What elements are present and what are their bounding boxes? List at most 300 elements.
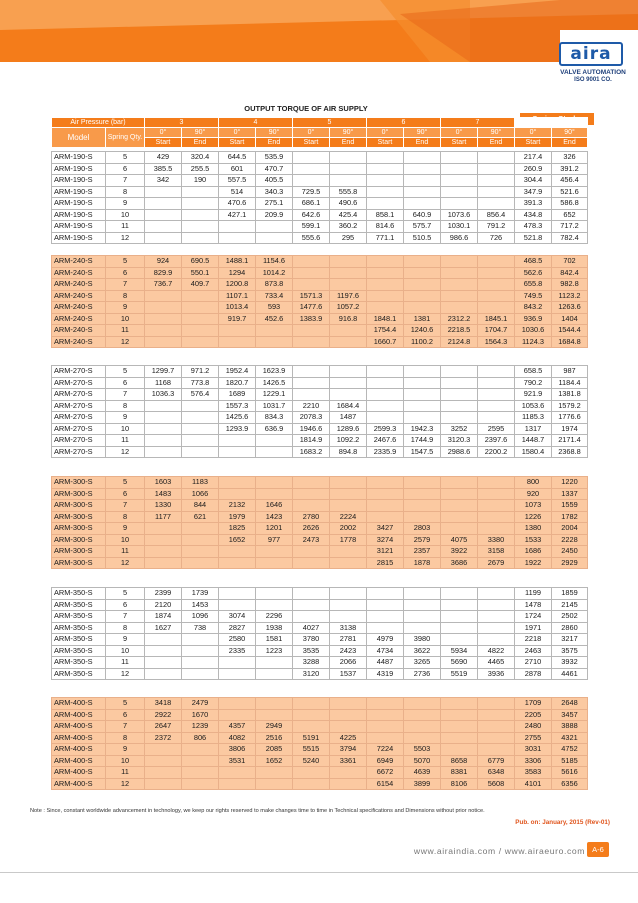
torque-cell	[219, 599, 256, 611]
torque-cell: 782.4	[552, 232, 588, 244]
spring-qty-cell: 7	[106, 389, 145, 401]
torque-cell	[367, 721, 404, 733]
deg0: 0°	[219, 128, 256, 138]
torque-cell: 1317	[515, 423, 552, 435]
torque-cell: 391.2	[552, 163, 588, 175]
torque-cell: 5515	[293, 744, 330, 756]
torque-cell: 2473	[293, 534, 330, 546]
torque-cell: 1660.7	[367, 336, 404, 348]
torque-cell: 842.4	[552, 267, 588, 279]
torque-cell	[441, 523, 478, 535]
torque-cell: 2085	[256, 744, 293, 756]
pressure-4: 4	[219, 118, 293, 128]
torque-cell: 514	[219, 186, 256, 198]
torque-cell	[145, 290, 182, 302]
model-cell: ARM-190-S	[52, 209, 106, 221]
torque-cell	[219, 221, 256, 233]
torque-cell: 295	[330, 232, 367, 244]
torque-cell	[404, 500, 441, 512]
torque-cell: 2467.6	[367, 435, 404, 447]
model-group-table	[51, 365, 588, 458]
torque-cell	[404, 698, 441, 710]
torque-cell	[256, 557, 293, 569]
torque-cell: 2224	[330, 511, 367, 523]
torque-cell: 791.2	[478, 221, 515, 233]
torque-cell: 3899	[404, 778, 441, 790]
torque-cell: 8106	[441, 778, 478, 790]
deg0: 0°	[367, 128, 404, 138]
model-cell: ARM-400-S	[52, 767, 106, 779]
torque-cell	[182, 423, 219, 435]
torque-cell	[145, 778, 182, 790]
torque-cell: 1053.6	[515, 400, 552, 412]
torque-cell	[145, 412, 182, 424]
torque-cell	[256, 325, 293, 337]
torque-cell	[145, 668, 182, 680]
torque-cell: 1848.1	[367, 313, 404, 325]
torque-cell: 2580	[219, 634, 256, 646]
deg0: 0°	[441, 128, 478, 138]
torque-cell: 2078.3	[293, 412, 330, 424]
model-cell: ARM-350-S	[52, 668, 106, 680]
model-group-table	[51, 587, 588, 680]
torque-cell	[441, 186, 478, 198]
torque-cell: 190	[182, 175, 219, 187]
torque-cell: 2357	[404, 546, 441, 558]
torque-cell	[441, 400, 478, 412]
spring-qty-cell: 10	[106, 755, 145, 767]
torque-cell	[293, 698, 330, 710]
table-row	[52, 366, 588, 378]
spring-qty-cell: 9	[106, 412, 145, 424]
torque-cell: 3575	[552, 645, 588, 657]
torque-cell	[330, 611, 367, 623]
torque-cell	[256, 336, 293, 348]
torque-cell	[330, 175, 367, 187]
torque-cell	[404, 721, 441, 733]
model-cell: ARM-240-S	[52, 325, 106, 337]
torque-cell: 521.8	[515, 232, 552, 244]
torque-cell: 658.5	[515, 366, 552, 378]
torque-cell	[145, 209, 182, 221]
table-row	[52, 657, 588, 669]
torque-cell: 217.4	[515, 152, 552, 164]
torque-cell: 360.2	[330, 221, 367, 233]
spring-qty-cell: 11	[106, 221, 145, 233]
torque-cell	[367, 622, 404, 634]
torque-cell	[478, 279, 515, 291]
torque-cell: 936.9	[515, 313, 552, 325]
torque-cell: 1979	[219, 511, 256, 523]
torque-cell	[404, 511, 441, 523]
torque-cell: 4979	[367, 634, 404, 646]
table-row	[52, 267, 588, 279]
torque-cell	[367, 698, 404, 710]
model-cell: ARM-270-S	[52, 423, 106, 435]
torque-cell	[219, 477, 256, 489]
model-cell: ARM-240-S	[52, 336, 106, 348]
torque-cell: 1107.1	[219, 290, 256, 302]
model-cell: ARM-400-S	[52, 755, 106, 767]
torque-cell: 5690	[441, 657, 478, 669]
torque-cell	[182, 755, 219, 767]
torque-cell: 1448.7	[515, 435, 552, 447]
model-cell: ARM-300-S	[52, 477, 106, 489]
torque-cell: 5070	[404, 755, 441, 767]
torque-cell	[330, 163, 367, 175]
model-cell: ARM-190-S	[52, 186, 106, 198]
torque-cell: 1337	[552, 488, 588, 500]
torque-cell: 986.6	[441, 232, 478, 244]
model-cell: ARM-300-S	[52, 534, 106, 546]
torque-cell	[441, 721, 478, 733]
torque-cell: 3252	[441, 423, 478, 435]
torque-cell: 3361	[330, 755, 367, 767]
torque-cell: 1425.6	[219, 412, 256, 424]
torque-cell: 2423	[330, 645, 367, 657]
torque-cell	[293, 767, 330, 779]
spring-qty-cell: 8	[106, 511, 145, 523]
torque-cell: 1487	[330, 412, 367, 424]
torque-cell: 1488.1	[219, 256, 256, 268]
torque-cell: 1579.2	[552, 400, 588, 412]
torque-cell	[256, 232, 293, 244]
torque-cell	[404, 389, 441, 401]
torque-cell: 916.8	[330, 313, 367, 325]
torque-cell	[367, 302, 404, 314]
end-header: End	[552, 138, 588, 148]
model-cell: ARM-300-S	[52, 523, 106, 535]
torque-cell: 1754.4	[367, 325, 404, 337]
spring-qty-cell: 9	[106, 634, 145, 646]
torque-cell	[478, 377, 515, 389]
torque-cell: 1201	[256, 523, 293, 535]
table-row	[52, 744, 588, 756]
table-row	[52, 152, 588, 164]
torque-cell	[145, 446, 182, 458]
table-row	[52, 423, 588, 435]
torque-cell: 2066	[330, 657, 367, 669]
torque-cell	[145, 634, 182, 646]
torque-cell	[404, 611, 441, 623]
torque-cell	[478, 622, 515, 634]
torque-cell	[256, 709, 293, 721]
table-row	[52, 412, 588, 424]
table-row	[52, 198, 588, 210]
torque-cell	[478, 400, 515, 412]
torque-cell: 3306	[515, 755, 552, 767]
aira-logo: aira	[559, 42, 623, 66]
torque-cell	[404, 290, 441, 302]
torque-cell: 2124.8	[441, 336, 478, 348]
torque-cell	[404, 175, 441, 187]
torque-cell	[367, 500, 404, 512]
table-row	[52, 611, 588, 623]
spring-qty-cell: 12	[106, 336, 145, 348]
torque-cell: 1381.8	[552, 389, 588, 401]
torque-cell: 1381	[404, 313, 441, 325]
torque-cell: 1289.6	[330, 423, 367, 435]
torque-cell: 829.9	[145, 267, 182, 279]
torque-cell	[404, 732, 441, 744]
torque-cell: 733.4	[256, 290, 293, 302]
torque-cell: 1820.7	[219, 377, 256, 389]
torque-cell: 562.6	[515, 267, 552, 279]
model-cell: ARM-350-S	[52, 611, 106, 623]
torque-cell	[441, 477, 478, 489]
torque-cell	[404, 256, 441, 268]
model-cell: ARM-240-S	[52, 290, 106, 302]
torque-cell	[367, 511, 404, 523]
torque-cell	[182, 657, 219, 669]
torque-cell: 1330	[145, 500, 182, 512]
spring-qty-cell: 8	[106, 622, 145, 634]
torque-cell	[182, 290, 219, 302]
deg0: 0°	[515, 128, 552, 138]
torque-cell	[404, 477, 441, 489]
torque-cell: 2372	[145, 732, 182, 744]
torque-cell: 773.8	[182, 377, 219, 389]
torque-cell: 5934	[441, 645, 478, 657]
spring-qty-cell: 5	[106, 477, 145, 489]
torque-cell: 535.9	[256, 152, 293, 164]
model-group-table	[51, 255, 588, 348]
spring-qty-cell: 5	[106, 256, 145, 268]
torque-cell: 982.8	[552, 279, 588, 291]
torque-cell: 1073	[515, 500, 552, 512]
torque-cell	[219, 488, 256, 500]
torque-cell: 1200.8	[219, 279, 256, 291]
torque-cell	[441, 389, 478, 401]
torque-cell	[330, 477, 367, 489]
torque-cell: 4101	[515, 778, 552, 790]
torque-cell: 636.9	[256, 423, 293, 435]
torque-cell: 4357	[219, 721, 256, 733]
torque-cell: 3457	[552, 709, 588, 721]
torque-cell	[478, 412, 515, 424]
torque-cell: 2599.3	[367, 423, 404, 435]
torque-cell: 1547.5	[404, 446, 441, 458]
torque-cell: 2399	[145, 588, 182, 600]
torque-cell	[441, 412, 478, 424]
torque-cell	[182, 557, 219, 569]
torque-cell: 326	[552, 152, 588, 164]
model-cell: ARM-350-S	[52, 645, 106, 657]
torque-cell: 510.5	[404, 232, 441, 244]
spring-qty-cell: 9	[106, 302, 145, 314]
torque-cell: 921.9	[515, 389, 552, 401]
spring-qty-cell: 8	[106, 290, 145, 302]
torque-cell: 2312.2	[441, 313, 478, 325]
torque-cell: 2218	[515, 634, 552, 646]
table-row	[52, 256, 588, 268]
torque-cell	[293, 557, 330, 569]
torque-cell	[182, 546, 219, 558]
torque-cell: 4027	[293, 622, 330, 634]
torque-cell: 3888	[552, 721, 588, 733]
table-row	[52, 668, 588, 680]
torque-cell	[219, 557, 256, 569]
torque-cell: 7224	[367, 744, 404, 756]
torque-cell: 2450	[552, 546, 588, 558]
torque-cell	[441, 698, 478, 710]
torque-cell	[404, 599, 441, 611]
torque-cell	[145, 302, 182, 314]
torque-cell: 1057.2	[330, 302, 367, 314]
torque-cell	[478, 599, 515, 611]
torque-cell	[256, 767, 293, 779]
torque-cell: 2516	[256, 732, 293, 744]
torque-cell: 427.1	[219, 209, 256, 221]
torque-cell: 1154.6	[256, 256, 293, 268]
table-row	[52, 709, 588, 721]
model-cell: ARM-190-S	[52, 163, 106, 175]
spring-qty-cell: 10	[106, 209, 145, 221]
torque-cell: 717.2	[552, 221, 588, 233]
torque-cell	[145, 198, 182, 210]
torque-cell	[478, 744, 515, 756]
torque-cell: 856.4	[478, 209, 515, 221]
spring-qty-cell: 6	[106, 163, 145, 175]
torque-cell	[330, 767, 367, 779]
model-cell: ARM-270-S	[52, 400, 106, 412]
torque-cell	[441, 634, 478, 646]
torque-cell	[182, 232, 219, 244]
torque-cell	[404, 302, 441, 314]
torque-cell	[478, 732, 515, 744]
torque-cell: 736.7	[145, 279, 182, 291]
start-header: Start	[367, 138, 404, 148]
start-header: Start	[145, 138, 182, 148]
torque-cell: 3031	[515, 744, 552, 756]
torque-cell: 2368.8	[552, 446, 588, 458]
torque-cell: 1942.3	[404, 423, 441, 435]
torque-cell	[441, 163, 478, 175]
table-row	[52, 778, 588, 790]
torque-table-header	[51, 117, 588, 148]
model-cell: ARM-240-S	[52, 267, 106, 279]
torque-cell	[404, 377, 441, 389]
torque-cell: 3932	[552, 657, 588, 669]
torque-cell: 490.6	[330, 198, 367, 210]
torque-cell: 6779	[478, 755, 515, 767]
torque-cell	[441, 366, 478, 378]
spring-qty-cell: 6	[106, 599, 145, 611]
torque-cell	[293, 163, 330, 175]
torque-cell	[367, 412, 404, 424]
torque-cell: 1477.6	[293, 302, 330, 314]
model-cell: ARM-240-S	[52, 256, 106, 268]
torque-cell	[404, 709, 441, 721]
torque-cell	[182, 435, 219, 447]
torque-cell: 555.6	[293, 232, 330, 244]
torque-cell	[478, 267, 515, 279]
torque-cell: 5503	[404, 744, 441, 756]
torque-cell: 2803	[404, 523, 441, 535]
torque-cell	[182, 767, 219, 779]
spring-qty-header: Spring Qty.	[106, 128, 145, 148]
spring-qty-cell: 6	[106, 267, 145, 279]
torque-cell: 2210	[293, 400, 330, 412]
torque-cell	[367, 256, 404, 268]
torque-cell: 1814.9	[293, 435, 330, 447]
torque-cell: 726	[478, 232, 515, 244]
torque-cell	[441, 256, 478, 268]
torque-cell: 1263.6	[552, 302, 588, 314]
torque-cell: 1168	[145, 377, 182, 389]
torque-cell: 621	[182, 511, 219, 523]
torque-cell: 1646	[256, 500, 293, 512]
end-header: End	[330, 138, 367, 148]
torque-cell	[478, 366, 515, 378]
torque-cell	[441, 732, 478, 744]
spring-qty-cell: 12	[106, 232, 145, 244]
torque-cell: 1226	[515, 511, 552, 523]
torque-cell: 1683.2	[293, 446, 330, 458]
torque-cell: 1294	[219, 267, 256, 279]
table-row	[52, 588, 588, 600]
torque-cell	[441, 511, 478, 523]
torque-cell	[478, 152, 515, 164]
torque-cell: 3686	[441, 557, 478, 569]
torque-cell	[256, 588, 293, 600]
torque-cell	[219, 588, 256, 600]
torque-cell	[145, 744, 182, 756]
torque-cell	[367, 175, 404, 187]
torque-cell: 642.6	[293, 209, 330, 221]
torque-cell	[219, 657, 256, 669]
torque-cell: 4752	[552, 744, 588, 756]
model-group-table	[51, 476, 588, 569]
spring-qty-cell: 12	[106, 778, 145, 790]
model-cell: ARM-190-S	[52, 221, 106, 233]
torque-cell: 1952.4	[219, 366, 256, 378]
torque-cell: 1030.1	[441, 221, 478, 233]
logo-iso: ISO 9001 CO.	[574, 77, 612, 83]
spring-qty-cell: 8	[106, 732, 145, 744]
torque-cell: 3535	[293, 645, 330, 657]
torque-cell: 806	[182, 732, 219, 744]
torque-cell	[441, 377, 478, 389]
torque-cell	[219, 778, 256, 790]
model-cell: ARM-240-S	[52, 279, 106, 291]
torque-cell	[441, 198, 478, 210]
torque-cell: 1197.6	[330, 290, 367, 302]
torque-cell	[441, 152, 478, 164]
torque-cell	[441, 302, 478, 314]
torque-cell	[367, 186, 404, 198]
table-row	[52, 290, 588, 302]
footer-website[interactable]: www.airaindia.com / www.airaeuro.com	[413, 846, 585, 856]
model-cell: ARM-350-S	[52, 588, 106, 600]
torque-cell	[441, 611, 478, 623]
table-row	[52, 435, 588, 447]
torque-cell	[256, 778, 293, 790]
torque-cell: 2781	[330, 634, 367, 646]
table-row	[52, 511, 588, 523]
start-header: Start	[219, 138, 256, 148]
torque-cell: 4082	[219, 732, 256, 744]
torque-cell: 2579	[404, 534, 441, 546]
torque-cell: 3217	[552, 634, 588, 646]
deg90: 90°	[552, 128, 588, 138]
table-row	[52, 488, 588, 500]
torque-cell	[404, 198, 441, 210]
torque-cell: 3980	[404, 634, 441, 646]
torque-cell: 1878	[404, 557, 441, 569]
torque-cell: 4225	[330, 732, 367, 744]
torque-cell: 1184.4	[552, 377, 588, 389]
